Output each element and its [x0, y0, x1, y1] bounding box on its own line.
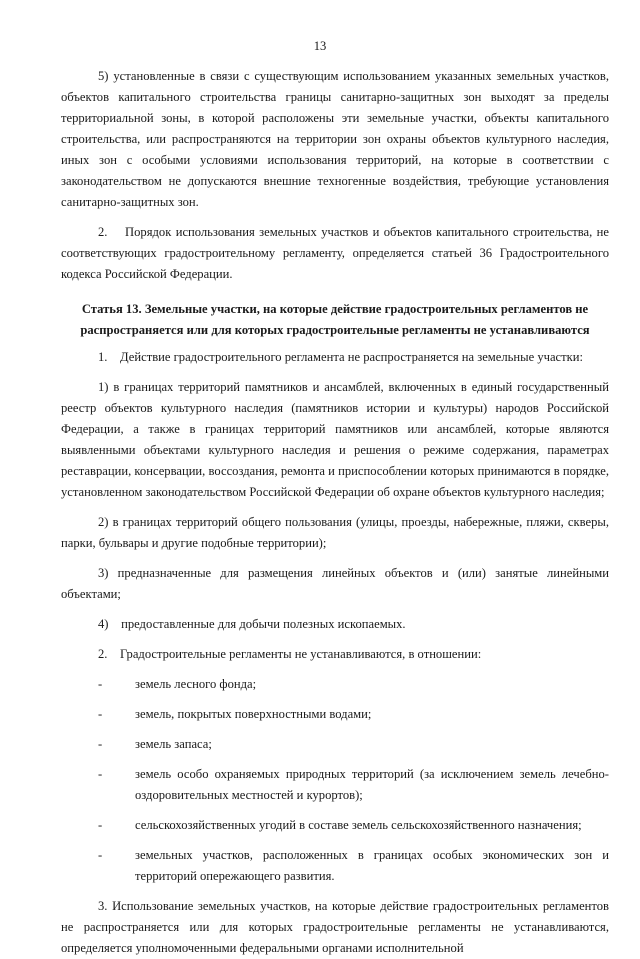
article-subitem-4: 4) предоставленные для добычи полезных ископаемых.	[98, 617, 406, 631]
list-item	[61, 815, 609, 836]
list-item	[61, 764, 609, 806]
list-item-text: земель, покрытых поверхностными водами;	[135, 707, 372, 721]
list-item-text: сельскохозяйственных угодий в составе земель сельскохозяйственного назначения;	[135, 818, 582, 832]
list-dash: -	[98, 737, 103, 751]
list-dash: -	[98, 677, 103, 691]
article-item-2: 2. Градостроительные регламенты не устанавливаются, в отношении:	[98, 647, 482, 661]
list-item	[61, 734, 609, 755]
paragraph-item-2: 2. Порядок использования земельных участков и объектов капитального строительства, не соответствующих градостроительному регламенту, определяется статьей 36 Градостроительного кодекса Российской Федерации.	[61, 225, 609, 281]
list-dash: -	[98, 767, 103, 781]
list-item	[61, 704, 609, 725]
list-item-text: земель запаса;	[135, 737, 212, 751]
list-item-text: земельных участков, расположенных в границах особых экономических зон и территорий опережающего развития.	[135, 848, 609, 883]
document-body	[61, 66, 609, 959]
dash-list	[61, 674, 609, 887]
article-subitem-3: 3) предназначенные для размещения линейных объектов и (или) занятые линейными объектами;	[61, 566, 609, 601]
list-dash: -	[98, 707, 103, 721]
article-subitem-1: 1) в границах территорий памятников и ансамблей, включенных в единый государственный реестр объектов культурного наследия (памятников истории и культуры) народов Российской Федерации, а также в границах территорий памятников или ансамблей, которые являются выявленными объектами культурного наследия и решения о режиме содержания, параметрах реставрации, консервации, воссоздания, ремонта и приспособлении которых принимаются в порядке, установленном законодательством Российской Федерации об охране объектов культурного наследия;	[61, 380, 609, 499]
list-item-text: земель лесного фонда;	[135, 677, 257, 691]
list-dash: -	[98, 848, 103, 862]
list-item	[61, 674, 609, 695]
article-heading: Статья 13. Земельные участки, на которые действие градостроительных регламентов не распространяется или для которых градостроительные регламенты не устанавливаются	[80, 302, 590, 337]
article-item-3: 3. Использование земельных участков, на которые действие градостроительных регламентов не распространяется или для которых градостроительные регламенты не устанавливаются, определяется уполномоченными федеральными органами исполнительной	[61, 899, 609, 955]
list-dash: -	[98, 818, 103, 832]
paragraph-item-5: 5) установленные в связи с существующим использованием указанных земельных участков, объектов капитального строительства границы санитарно-защитных зон выходят за пределы территориальной зоны, в которой расположены эти земельные участки, объекты капитального строительства, или распространяются на территории зон охраны объектов культурного наследия, иных зон с особыми условиями использования территорий, на которые в соответствии с законодательством не допускаются внешние техногенные воздействия, требующие установления санитарно-защитных зон.	[61, 69, 609, 209]
list-item	[61, 845, 609, 887]
article-subitem-2: 2) в границах территорий общего пользования (улицы, проезды, набережные, пляжи, скверы, парки, бульвары и другие подобные территории);	[61, 515, 609, 550]
article-item-1: 1. Действие градостроительного регламента не распространяется на земельные участки:	[98, 350, 584, 364]
page-number: 13	[313, 39, 327, 53]
list-item-text: земель особо охраняемых природных территорий (за исключением земель лечебно-оздоровительных местностей и курортов);	[135, 767, 609, 802]
